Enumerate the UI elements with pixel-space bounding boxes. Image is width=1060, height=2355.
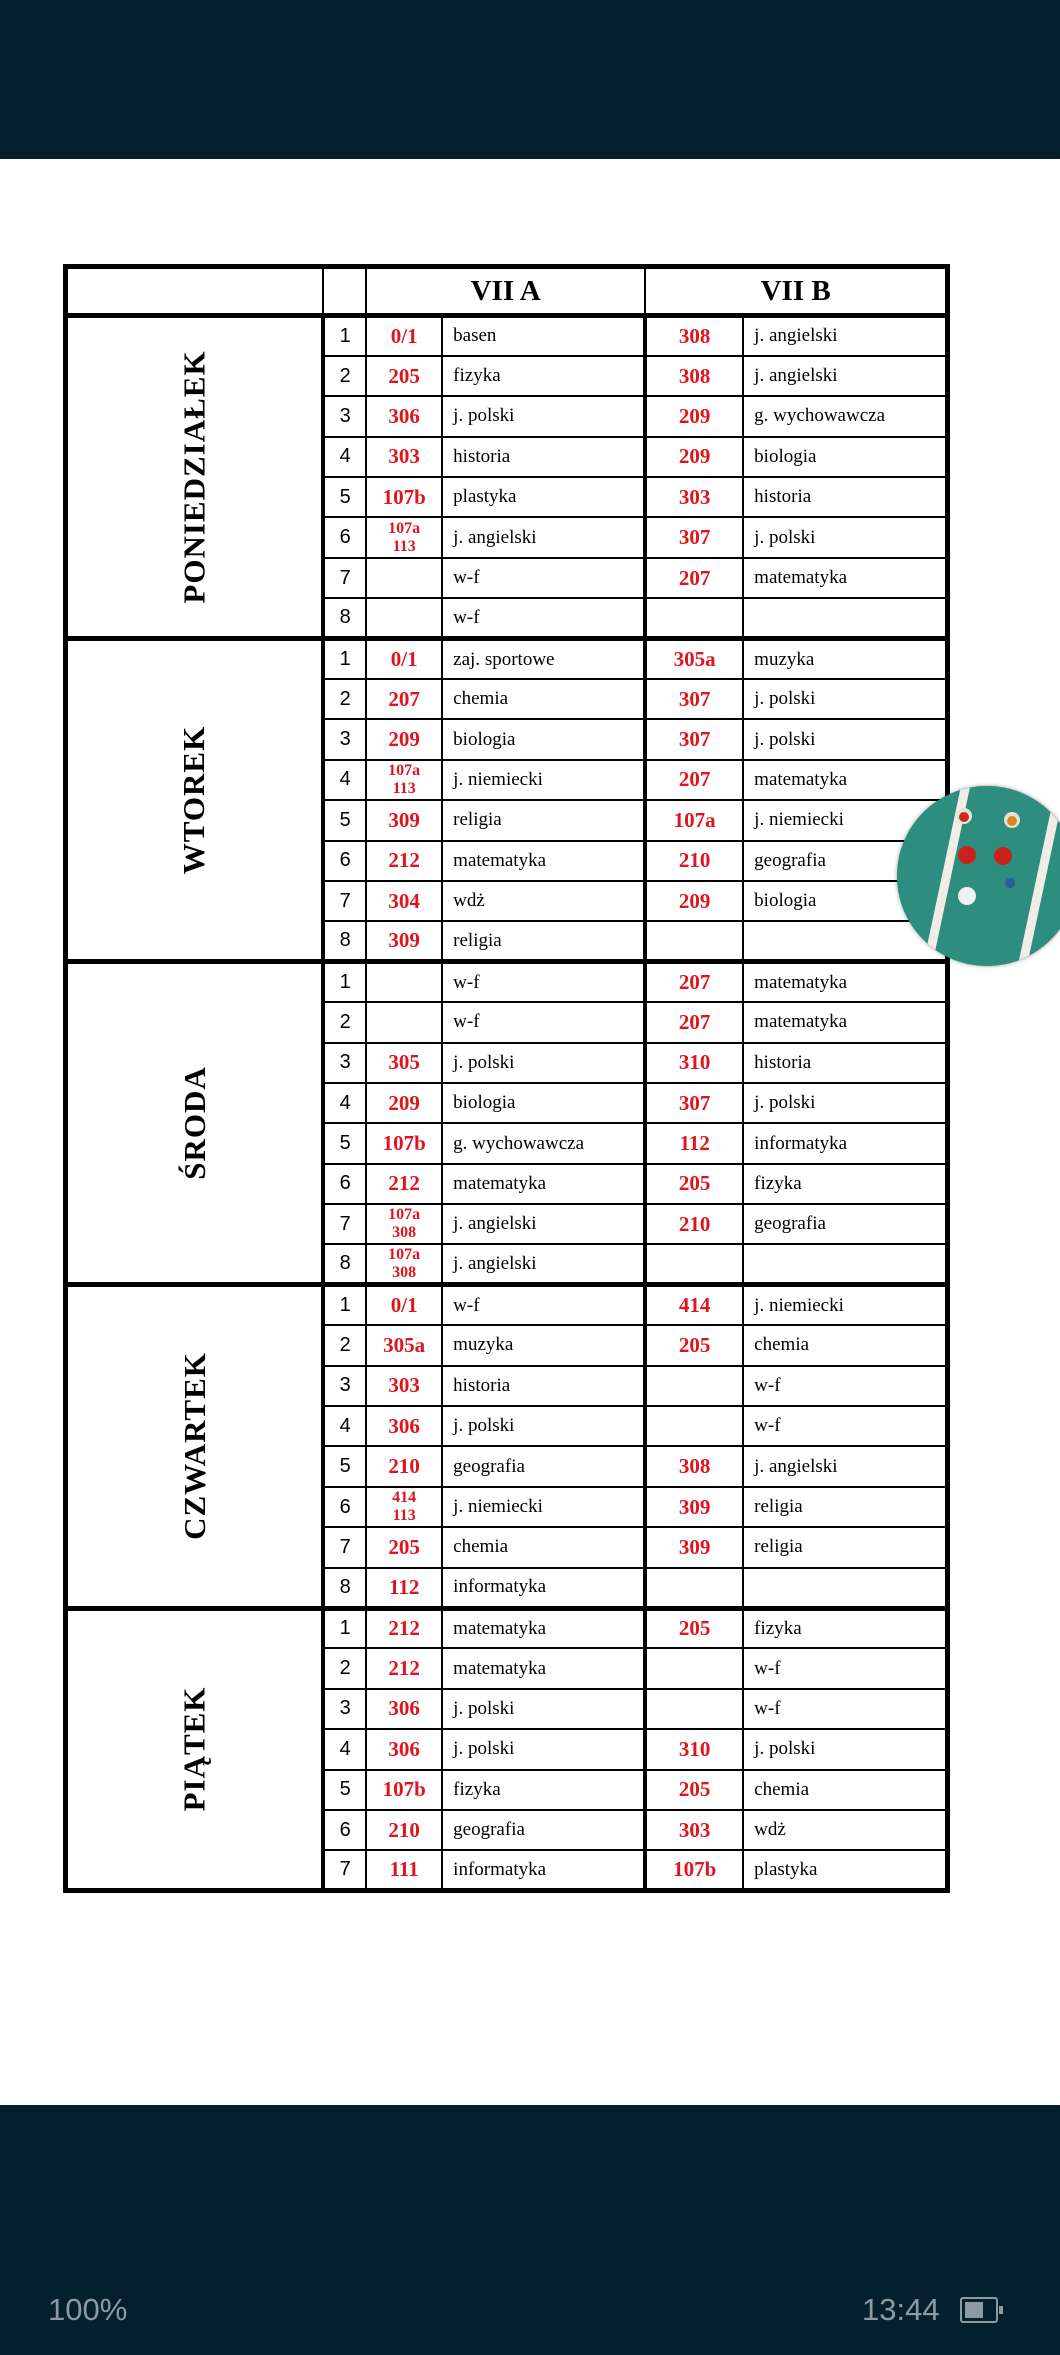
lesson-number: 1 (323, 1285, 366, 1325)
lesson-number: 6 (323, 517, 366, 557)
subject-b: matematyka (743, 1002, 948, 1042)
subject-b: informatyka (743, 1123, 948, 1163)
subject-a: geografia (442, 1446, 645, 1486)
room-b: 207 (645, 558, 743, 598)
subject-a: chemia (442, 1527, 645, 1567)
lesson-number: 3 (323, 1689, 366, 1729)
day-label-cell (66, 639, 324, 962)
lesson-number: 7 (323, 881, 366, 921)
zoom-level: 100% (48, 2292, 128, 2327)
subject-a: matematyka (442, 841, 645, 881)
subject-b: j. niemiecki (743, 800, 948, 840)
room-a: 0/1 (366, 1285, 442, 1325)
lesson-number: 5 (323, 1123, 366, 1163)
room-b (645, 1366, 743, 1406)
lesson-number: 4 (323, 437, 366, 477)
lesson-number: 7 (323, 1204, 366, 1244)
lesson-number: 3 (323, 719, 366, 759)
subject-b: j. polski (743, 719, 948, 759)
subject-a: w-f (442, 598, 645, 638)
subject-b: w-f (743, 1366, 948, 1406)
room-a: 207 (366, 679, 442, 719)
room-b: 209 (645, 437, 743, 477)
top-bar (0, 0, 1060, 159)
room-b: 205 (645, 1164, 743, 1204)
room-b: 210 (645, 841, 743, 881)
subject-b: chemia (743, 1325, 948, 1365)
room-a: 209 (366, 719, 442, 759)
subject-b: chemia (743, 1770, 948, 1810)
corner-cell (66, 267, 324, 316)
lesson-number: 1 (323, 639, 366, 679)
subject-b: j. polski (743, 517, 948, 557)
lesson-number: 8 (323, 921, 366, 961)
room-number-part: 107a (388, 519, 421, 537)
lesson-number: 8 (323, 1568, 366, 1608)
room-b: 107a (645, 800, 743, 840)
subject-b: historia (743, 1043, 948, 1083)
room-a: 112 (366, 1568, 442, 1608)
room-a: 209 (366, 1083, 442, 1123)
lesson-number: 6 (323, 1164, 366, 1204)
room-number-part: 107a (388, 761, 421, 779)
room-a: 303 (366, 1366, 442, 1406)
room-b: 112 (645, 1123, 743, 1163)
lesson-number: 8 (323, 598, 366, 638)
subject-a: g. wychowawcza (442, 1123, 645, 1163)
room-a: 303 (366, 437, 442, 477)
room-b (645, 1648, 743, 1688)
subject-a: w-f (442, 558, 645, 598)
room-b: 308 (645, 1446, 743, 1486)
subject-b: j. angielski (743, 1446, 948, 1486)
subject-b: w-f (743, 1406, 948, 1446)
subject-a: zaj. sportowe (442, 639, 645, 679)
room-number-part: 107a (388, 1245, 421, 1263)
table-row (66, 316, 948, 356)
room-number-part: 414 (392, 1489, 417, 1507)
subject-a: j. polski (442, 1689, 645, 1729)
day-name: ŚRODA (176, 1066, 212, 1181)
subject-a: plastyka (442, 477, 645, 517)
subject-b: j. polski (743, 1083, 948, 1123)
table-row (66, 639, 948, 679)
day-name: PONIEDZIAŁEK (176, 350, 212, 604)
subject-b: j. niemiecki (743, 1285, 948, 1325)
room-a: 0/1 (366, 316, 442, 356)
room-a (366, 760, 442, 800)
subject-a: w-f (442, 962, 645, 1002)
subject-a: geografia (442, 1810, 645, 1850)
room-a (366, 517, 442, 557)
room-a (366, 1487, 442, 1527)
subject-b (743, 1568, 948, 1608)
day-label-cell (66, 962, 324, 1285)
subject-a: j. polski (442, 396, 645, 436)
room-b (645, 1689, 743, 1729)
lesson-number: 7 (323, 1527, 366, 1567)
subject-b: wdż (743, 1810, 948, 1850)
room-a: 107b (366, 1770, 442, 1810)
subject-a: informatyka (442, 1850, 645, 1890)
room-b: 310 (645, 1729, 743, 1769)
subject-b: matematyka (743, 962, 948, 1002)
room-a: 309 (366, 921, 442, 961)
subject-b: biologia (743, 437, 948, 477)
subject-a: j. polski (442, 1406, 645, 1446)
class-header-b: VII B (645, 267, 948, 316)
subject-b: geografia (743, 1204, 948, 1244)
room-b: 310 (645, 1043, 743, 1083)
subject-b: j. angielski (743, 356, 948, 396)
subject-b: religia (743, 1487, 948, 1527)
room-b: 209 (645, 881, 743, 921)
room-b (645, 1568, 743, 1608)
subject-b: j. polski (743, 1729, 948, 1769)
subject-a: j. angielski (442, 1204, 645, 1244)
subject-a: matematyka (442, 1608, 645, 1648)
subject-b: muzyka (743, 639, 948, 679)
subject-b: biologia (743, 881, 948, 921)
room-a: 306 (366, 1406, 442, 1446)
lesson-number: 4 (323, 1083, 366, 1123)
subject-b: j. angielski (743, 316, 948, 356)
lesson-number: 6 (323, 841, 366, 881)
subject-a: historia (442, 437, 645, 477)
room-a (366, 1204, 442, 1244)
subject-a: j. polski (442, 1729, 645, 1769)
lesson-number: 5 (323, 1770, 366, 1810)
room-b: 303 (645, 477, 743, 517)
room-a: 210 (366, 1446, 442, 1486)
room-a (366, 558, 442, 598)
subject-b (743, 598, 948, 638)
room-a: 107b (366, 477, 442, 517)
table-row (66, 962, 948, 1002)
lesson-number: 2 (323, 1325, 366, 1365)
subject-a: matematyka (442, 1164, 645, 1204)
class-header-a: VII A (366, 267, 645, 316)
room-b: 205 (645, 1608, 743, 1648)
day-name: WTOREK (176, 725, 212, 875)
lesson-number: 2 (323, 1648, 366, 1688)
room-number-part: 113 (392, 537, 416, 555)
subject-a: j. niemiecki (442, 760, 645, 800)
subject-a: j. angielski (442, 1244, 645, 1284)
subject-a: basen (442, 316, 645, 356)
room-b: 309 (645, 1487, 743, 1527)
room-b: 307 (645, 1083, 743, 1123)
lesson-number: 4 (323, 1729, 366, 1769)
subject-b: fizyka (743, 1608, 948, 1648)
room-number-part: 113 (392, 1507, 416, 1525)
room-b: 307 (645, 679, 743, 719)
room-a: 212 (366, 1608, 442, 1648)
room-a (366, 598, 442, 638)
room-a (366, 1002, 442, 1042)
subject-a: muzyka (442, 1325, 645, 1365)
room-b (645, 598, 743, 638)
subject-b: g. wychowawcza (743, 396, 948, 436)
clock: 13:44 (862, 2292, 940, 2327)
lesson-number: 5 (323, 477, 366, 517)
lesson-number: 2 (323, 1002, 366, 1042)
room-a: 305a (366, 1325, 442, 1365)
subject-a: religia (442, 800, 645, 840)
room-b: 207 (645, 1002, 743, 1042)
subject-b: fizyka (743, 1164, 948, 1204)
subject-b: religia (743, 1527, 948, 1567)
room-a: 306 (366, 1689, 442, 1729)
room-b: 209 (645, 396, 743, 436)
room-a (366, 962, 442, 1002)
lesson-number: 8 (323, 1244, 366, 1284)
room-b: 309 (645, 1527, 743, 1567)
header-row (66, 267, 948, 316)
subject-b: j. polski (743, 679, 948, 719)
room-b: 308 (645, 316, 743, 356)
lesson-number: 5 (323, 800, 366, 840)
room-number-part: 308 (392, 1263, 417, 1281)
room-b: 205 (645, 1770, 743, 1810)
subject-a: w-f (442, 1285, 645, 1325)
lesson-number: 1 (323, 316, 366, 356)
lesson-number: 4 (323, 1406, 366, 1446)
subject-a: fizyka (442, 356, 645, 396)
room-a: 210 (366, 1810, 442, 1850)
room-b: 307 (645, 517, 743, 557)
room-b: 210 (645, 1204, 743, 1244)
lesson-number: 3 (323, 1043, 366, 1083)
room-a: 309 (366, 800, 442, 840)
table-row (66, 1285, 948, 1325)
subject-a: biologia (442, 1083, 645, 1123)
room-a: 212 (366, 1648, 442, 1688)
subject-a: j. niemiecki (442, 1487, 645, 1527)
subject-b: plastyka (743, 1850, 948, 1890)
subject-a: matematyka (442, 1648, 645, 1688)
room-b: 308 (645, 356, 743, 396)
room-a: 212 (366, 1164, 442, 1204)
subject-b: geografia (743, 841, 948, 881)
room-b: 303 (645, 1810, 743, 1850)
day-label-cell (66, 316, 324, 639)
subject-a: fizyka (442, 1770, 645, 1810)
subject-b: matematyka (743, 558, 948, 598)
timetable (63, 264, 950, 1893)
lesson-number: 1 (323, 1608, 366, 1648)
lesson-number: 7 (323, 1850, 366, 1890)
room-a: 111 (366, 1850, 442, 1890)
room-b: 305a (645, 639, 743, 679)
corner-cell (323, 267, 366, 316)
room-b (645, 1406, 743, 1446)
room-b: 205 (645, 1325, 743, 1365)
room-a: 306 (366, 1729, 442, 1769)
subject-a: w-f (442, 1002, 645, 1042)
room-number-part: 113 (392, 779, 416, 797)
room-number-part: 308 (392, 1224, 417, 1242)
room-b: 414 (645, 1285, 743, 1325)
room-a: 306 (366, 396, 442, 436)
subject-b: w-f (743, 1689, 948, 1729)
subject-a: biologia (442, 719, 645, 759)
subject-a: chemia (442, 679, 645, 719)
lesson-number: 5 (323, 1446, 366, 1486)
day-label-cell (66, 1285, 324, 1608)
subject-a: informatyka (442, 1568, 645, 1608)
lesson-number: 3 (323, 1366, 366, 1406)
subject-a: historia (442, 1366, 645, 1406)
lesson-number: 7 (323, 558, 366, 598)
lesson-number: 2 (323, 356, 366, 396)
subject-b: w-f (743, 1648, 948, 1688)
room-a: 205 (366, 1527, 442, 1567)
room-b: 307 (645, 719, 743, 759)
room-number-part: 107a (388, 1206, 421, 1224)
subject-a: j. polski (442, 1043, 645, 1083)
day-name: PIĄTEK (176, 1686, 212, 1812)
lesson-number: 2 (323, 679, 366, 719)
room-a: 212 (366, 841, 442, 881)
room-a: 0/1 (366, 639, 442, 679)
table-row (66, 1608, 948, 1648)
subject-a: j. angielski (442, 517, 645, 557)
subject-b (743, 1244, 948, 1284)
room-a: 107b (366, 1123, 442, 1163)
lesson-number: 6 (323, 1810, 366, 1850)
room-b: 207 (645, 760, 743, 800)
room-b (645, 921, 743, 961)
subject-b: historia (743, 477, 948, 517)
lesson-number: 4 (323, 760, 366, 800)
room-b: 107b (645, 1850, 743, 1890)
room-a: 305 (366, 1043, 442, 1083)
room-b (645, 1244, 743, 1284)
battery-icon (960, 2297, 998, 2323)
subject-a: religia (442, 921, 645, 961)
room-a: 205 (366, 356, 442, 396)
room-b: 207 (645, 962, 743, 1002)
lesson-number: 6 (323, 1487, 366, 1527)
room-a: 304 (366, 881, 442, 921)
lesson-number: 1 (323, 962, 366, 1002)
subject-a: wdż (442, 881, 645, 921)
day-name: CZWARTEK (176, 1352, 212, 1541)
lesson-number: 3 (323, 396, 366, 436)
day-label-cell (66, 1608, 324, 1891)
subject-b: matematyka (743, 760, 948, 800)
room-a (366, 1244, 442, 1284)
